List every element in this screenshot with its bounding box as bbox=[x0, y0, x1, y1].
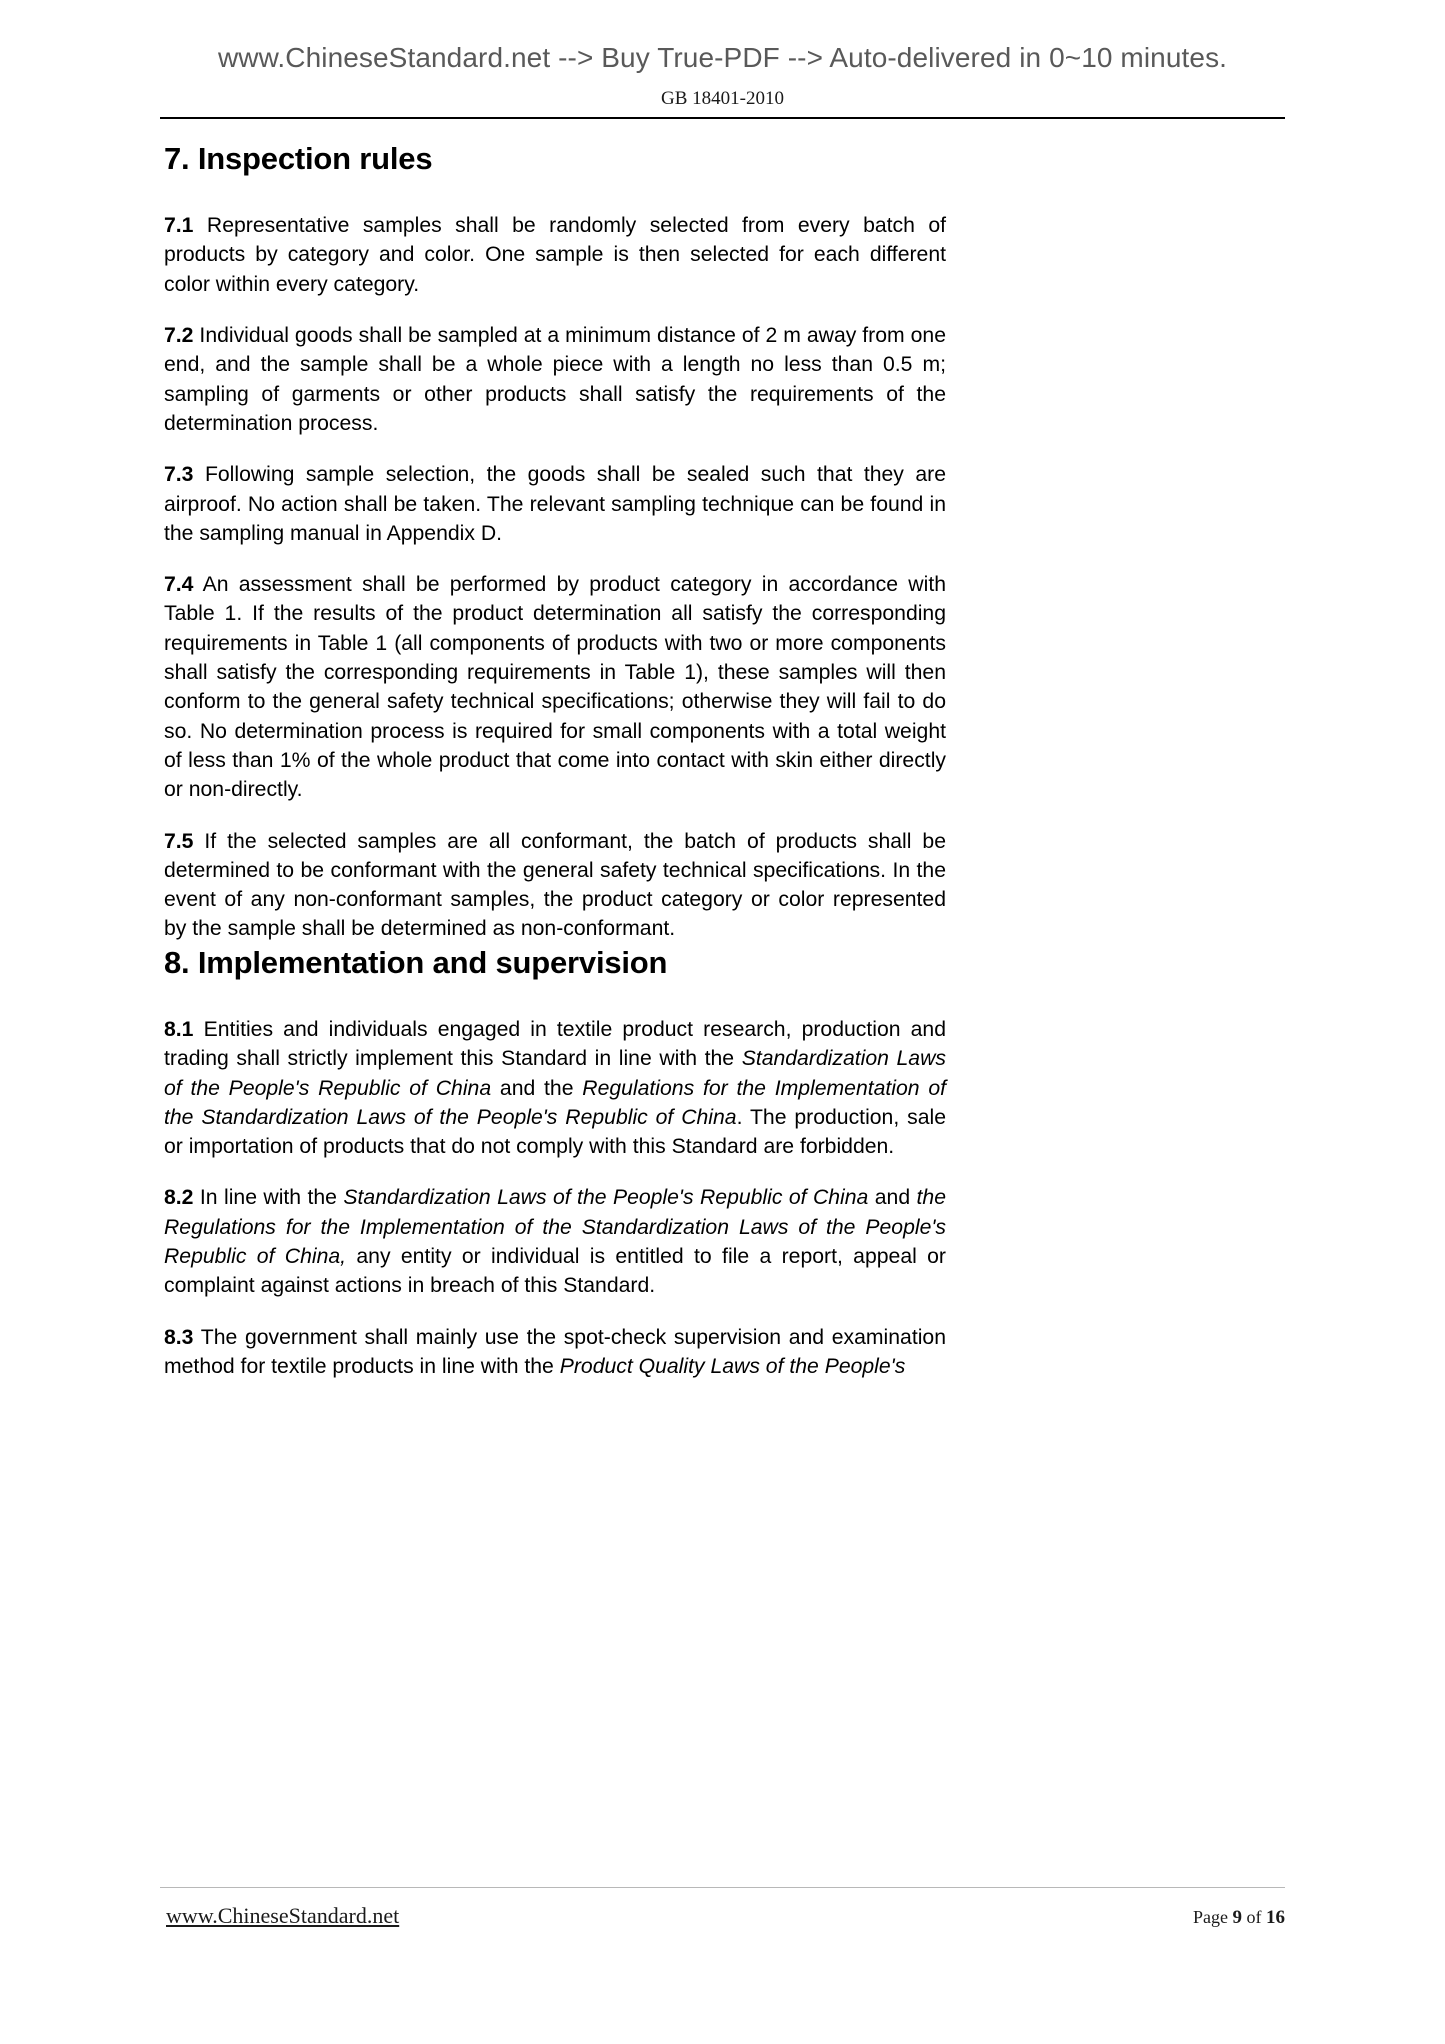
clause-text: Individual goods shall be sampled at a minimum distance of 2 m away from one end, and the sample shall be a whole piece with a length no less than 0.5 m; sampling of garments or other products shall satisfy the requirements of the determination process. bbox=[164, 324, 946, 435]
clause-7-5 bbox=[164, 827, 946, 944]
clause-text-run: Entities and individuals engaged in textile product research, production and trading shall strictly implement this Standard in line with the bbox=[164, 1017, 946, 1071]
law-title-standardization-laws: Standardization Laws of the People's Republic of China bbox=[343, 1186, 869, 1210]
clause-text: Following sample selection, the goods shall be sealed such that they are airproof. No action shall be taken. The relevant sampling technique can be found in the sampling manual in Appendix D. bbox=[164, 463, 946, 545]
clause-number: 7.3 bbox=[164, 463, 194, 487]
section-8-heading: 8. Implementation and supervision bbox=[164, 944, 668, 980]
clause-7-3 bbox=[164, 460, 946, 548]
law-title-regulations-implementation: the Regulations for the Implementation of the Standardization Laws of the People's Republic of China, bbox=[164, 1186, 947, 1268]
page-current: 9 bbox=[1232, 1907, 1242, 1928]
clause-number: 7.1 bbox=[164, 214, 194, 238]
footer-site-link[interactable]: www.ChineseStandard.net bbox=[166, 1903, 400, 1928]
clause-text-run: . The production, sale or importation of products that do not comply with this Standard are forbidden. bbox=[164, 1105, 946, 1159]
clause-text-run: and the bbox=[491, 1076, 583, 1100]
clause-text-run: The government shall mainly use the spot-check supervision and examination method for textile products in line with the bbox=[164, 1325, 946, 1378]
page-number-indicator bbox=[1193, 1907, 1285, 1929]
clause-number: 7.4 bbox=[164, 573, 194, 597]
page-middle: of bbox=[1242, 1907, 1266, 1927]
clause-8-3 bbox=[164, 1323, 946, 1382]
running-head-standard-code: GB 18401-2010 bbox=[661, 88, 784, 109]
law-title-standardization-laws: Standardization Laws of the People's Republic of China bbox=[164, 1047, 946, 1100]
clause-text-run: In line with the bbox=[193, 1186, 344, 1210]
clause-number: 8.1 bbox=[164, 1017, 194, 1041]
clause-text-run: any entity or individual is entitled to file a report, appeal or complaint against actions in breach of this Standard. bbox=[164, 1244, 946, 1298]
clause-text-run: and bbox=[868, 1186, 917, 1210]
clause-text: An assessment shall be performed by product category in accordance with Table 1. If the results of the product determination all satisfy the corresponding requirements in Table 1 (all components of products with two or more components shall satisfy the corresponding requirements in Table 1), these samples will then conform to the general safety technical specifications; otherwise they will fail to do so. No determination process is required for small components with a total weight of less than 1% of the whole product that come into contact with skin either directly or non-directly. bbox=[164, 573, 946, 802]
clause-8-1 bbox=[164, 1015, 946, 1161]
header-divider bbox=[160, 117, 1285, 119]
clause-7-2 bbox=[164, 321, 946, 438]
clause-7-1 bbox=[164, 211, 946, 299]
clause-text: If the selected samples are all conformant, the batch of products shall be determined to be conformant with the general safety technical specifications. In the event of any non-conformant samples, the product category or color represented by the sample shall be determined as non-conformant. bbox=[164, 829, 946, 941]
clause-text: Representative samples shall be randomly selected from every batch of products by category and color. One sample is then selected for each different color within every category. bbox=[164, 214, 946, 296]
page-total: 16 bbox=[1266, 1907, 1285, 1928]
page-footer bbox=[166, 1903, 1285, 1929]
page-prefix: Page bbox=[1193, 1907, 1233, 1927]
clause-number: 7.5 bbox=[164, 829, 194, 853]
clause-8-2 bbox=[164, 1183, 946, 1300]
clause-number: 8.2 bbox=[164, 1186, 194, 1210]
footer-divider bbox=[160, 1887, 1285, 1888]
section-7-heading: 7. Inspection rules bbox=[164, 141, 433, 176]
clause-number: 8.3 bbox=[164, 1325, 194, 1349]
promo-banner: www.ChineseStandard.net --> Buy True-PDF --> Auto-delivered in 0~10 minutes. bbox=[217, 42, 1228, 73]
law-title-regulations-implementation: Regulations for the Implementation of the Standardization Laws of the People's Republic of China bbox=[164, 1076, 947, 1129]
clause-number: 7.2 bbox=[164, 324, 194, 348]
clause-7-4 bbox=[164, 570, 946, 804]
law-title-product-quality-laws: Product Quality Laws of the People's bbox=[559, 1354, 906, 1378]
document-body bbox=[164, 140, 946, 1381]
